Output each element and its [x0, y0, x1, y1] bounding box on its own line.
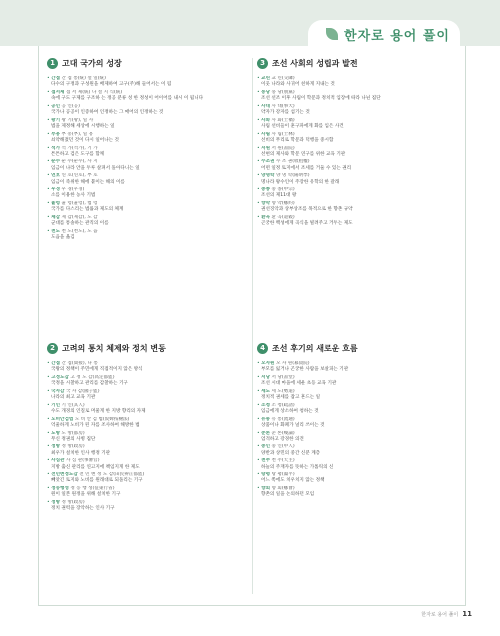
bullet-icon: • — [47, 430, 52, 436]
section-header — [257, 56, 462, 70]
term-description: 속에 구도 구제를 구조하 는 정공 분류 성 한 정성이 어이어를 내시 이 됩니다 — [51, 96, 204, 102]
term-reading: 순 수(순수), 사 지 — [61, 159, 98, 165]
page-footer — [421, 610, 472, 618]
term-reading: 소 청(疏請) — [271, 402, 295, 408]
term-description: 법을 제정해 세상에 시행하는 일 — [51, 123, 115, 129]
term-name: 공인 — [51, 103, 61, 109]
term-reading: 중 종(中宗) — [271, 187, 295, 193]
glossary-term — [47, 389, 252, 401]
term-description: 사림 선비들이 훈구파에게 화를 입은 사건 — [261, 123, 344, 129]
glossary-term — [47, 132, 252, 144]
term-description: 명나라 왕수인이 주장한 유학의 한 갈래 — [261, 179, 340, 185]
term-reading: 전 민 변 정 도 감(田民辨正都監) — [79, 472, 145, 478]
bullet-icon: • — [257, 187, 262, 193]
section-title: 조선 후기의 새로운 흐름 — [272, 343, 358, 353]
term-description: 곤궁한 백성에게 곡식을 빌려주고 거두는 제도 — [261, 221, 353, 227]
bullet-icon: • — [257, 402, 262, 408]
bullet-icon: • — [257, 444, 262, 450]
bullet-icon: • — [47, 173, 52, 179]
term-name: 준론 — [261, 430, 271, 436]
glossary-term — [257, 215, 462, 227]
term-name: 붕당 — [261, 89, 271, 95]
section-2 — [47, 341, 252, 514]
bullet-icon: • — [47, 145, 52, 151]
glossary-panel — [38, 46, 466, 606]
term-reading: 우 경(우경) — [61, 187, 85, 193]
glossary-term — [47, 215, 252, 227]
term-reading: 공 인(공) — [61, 103, 80, 109]
bullet-icon: • — [257, 374, 262, 380]
term-name: 양명학 — [261, 173, 275, 179]
bullet-icon: • — [47, 201, 52, 207]
glossary-term — [257, 403, 462, 415]
glossary-term — [47, 90, 252, 102]
term-name: 율령 — [51, 201, 61, 207]
glossary-term — [257, 361, 462, 373]
bullet-icon: • — [257, 215, 262, 221]
bullet-icon: • — [47, 117, 52, 123]
term-description: 권선징악과 상부상조를 목적으로 한 향촌 규약 — [261, 207, 353, 213]
bullet-icon: • — [257, 117, 262, 123]
term-reading: 사 화(士禍) — [271, 117, 295, 123]
bullet-icon: • — [47, 76, 52, 81]
glossary-term — [257, 118, 462, 130]
section-header — [47, 56, 252, 70]
term-reading: 붕 당(朋黨) — [271, 89, 295, 95]
section-3 — [257, 56, 462, 229]
section-title: 고대 국가의 성장 — [62, 58, 122, 68]
section-header — [47, 341, 252, 355]
term-name: 수조권 — [261, 159, 275, 165]
term-reading: 향 회(鄕會) — [271, 486, 295, 492]
term-name: 제감 — [51, 215, 61, 221]
term-reading: 부 흥(부), 일 흥 — [61, 131, 94, 137]
term-description: 소를 이용한 농사 기법 — [51, 193, 96, 199]
term-description: 군대를 통솔하는 관직의 이름 — [51, 221, 109, 227]
bullet-icon: • — [47, 472, 52, 478]
term-description: 튼튼하고 검은 도구를 함께 — [51, 151, 105, 157]
term-description: 임금이 나라 안을 두루 살펴서 돌아다니는 일 — [51, 165, 140, 171]
section-number: 2 — [47, 343, 58, 354]
term-reading: 간 접 통(統) 설 일(統) — [61, 76, 106, 81]
term-name: 중종 — [261, 187, 271, 193]
term-name: 전민변정도감 — [51, 472, 78, 478]
section-title: 조선 사회의 성립과 발전 — [272, 58, 358, 68]
bullet-icon: • — [257, 131, 262, 137]
term-reading: 환 곡(還穀) — [271, 215, 295, 221]
term-description: 조선의 제11대 왕 — [261, 193, 297, 199]
term-name: 사심관 — [51, 458, 65, 464]
term-reading: 접 서 제(統) 나 설 지 식(統) — [65, 89, 123, 95]
term-description: 나라의 최고 교육 기관 — [51, 395, 96, 401]
bullet-icon: • — [47, 500, 52, 506]
term-name: 서당 — [261, 374, 271, 380]
term-reading: 율 령(율령), 법 령 — [61, 201, 98, 207]
term-reading: 정 방(政房) — [61, 444, 85, 450]
term-name: 연호 — [51, 173, 61, 179]
glossary-term — [47, 458, 252, 470]
term-reading: 모 자 원(募資院) — [275, 361, 310, 366]
glossary-term — [257, 201, 462, 213]
bullet-icon: • — [47, 388, 52, 394]
bullet-icon: • — [257, 159, 262, 165]
bullet-icon: • — [47, 361, 52, 366]
glossary-term — [47, 375, 252, 387]
footer-label: 한자로 용어 풀이 — [421, 611, 459, 618]
term-reading: 기 인(其人) — [61, 402, 85, 408]
bullet-icon: • — [47, 215, 52, 221]
section-number: 4 — [257, 343, 268, 354]
glossary-term — [47, 118, 252, 130]
leaf-icon — [326, 28, 338, 40]
term-reading: 제 감(제감), 도 감 — [61, 215, 98, 221]
bullet-icon: • — [47, 159, 52, 165]
term-reading: 도 방(都房) — [61, 430, 85, 436]
term-name: 천도 — [51, 228, 61, 234]
bullet-icon: • — [257, 201, 262, 207]
glossary-term — [257, 389, 462, 401]
term-reading: 서 당(書堂) — [271, 374, 295, 380]
bullet-icon: • — [257, 430, 262, 436]
glossary-term — [47, 173, 252, 185]
bullet-icon: • — [257, 416, 262, 422]
term-reading: 사 림(士林) — [271, 131, 295, 137]
term-name: 왕기 — [51, 117, 61, 123]
section-header — [257, 341, 462, 355]
term-description: 임금에게 상소하여 청하는 것 — [261, 408, 319, 414]
bullet-icon: • — [257, 173, 262, 179]
term-description: 엄격하고 강경한 의견 — [261, 436, 304, 442]
term-name: 정방 — [51, 444, 61, 450]
term-description: 부모를 잃거나 곤궁한 사람을 보살피는 기관 — [261, 367, 349, 373]
bullet-icon: • — [47, 89, 52, 95]
glossary-term — [47, 187, 252, 199]
glossary-term — [47, 229, 252, 241]
glossary-term — [47, 417, 252, 429]
term-name: 도방 — [51, 430, 61, 436]
term-reading: 서 원(書院) — [271, 145, 295, 151]
term-name: 향약 — [261, 201, 271, 207]
term-name: 향회 — [261, 486, 271, 492]
term-reading: 사 대(事大) — [271, 103, 295, 109]
bullet-icon: • — [257, 361, 262, 366]
glossary-term — [257, 486, 462, 498]
glossary-term — [257, 472, 462, 484]
glossary-term — [257, 417, 462, 429]
term-name: 석가 — [51, 145, 61, 151]
term-name: 간접 — [51, 76, 61, 81]
bullet-icon: • — [47, 228, 52, 234]
glossary-term — [257, 76, 462, 88]
term-name: 탕평 — [261, 472, 271, 478]
glossary-term — [47, 201, 252, 213]
term-description: 조선 시대 마을에 세운 초등 교육 기관 — [261, 381, 337, 387]
glossary-term — [257, 444, 462, 456]
term-name: 고정도감 — [51, 374, 69, 380]
term-description: 어느 쪽에도 치우치지 않는 정책 — [261, 478, 325, 484]
glossary-term — [257, 104, 462, 116]
term-name: 천주 — [261, 458, 271, 464]
term-reading: 준 론(峻論) — [271, 430, 295, 436]
term-name: 순수 — [51, 159, 61, 165]
page-title: 한자로 용어 풀이 — [344, 28, 450, 44]
bullet-icon: • — [257, 486, 262, 492]
term-description: 다수의 구정과 구성원을 배제하여 고구(주)해 들어서는 이 됨 — [51, 82, 172, 88]
term-name: 중인 — [261, 444, 271, 450]
term-name: 사화 — [261, 117, 271, 123]
term-reading: 노 비 안 검 법(奴婢按檢法) — [74, 416, 130, 422]
page-number: 11 — [462, 610, 472, 618]
term-reading: 간 접(間接), 다 통 — [61, 361, 98, 366]
term-name: 정방 — [51, 500, 61, 506]
term-reading: 양 명 학(陽明學) — [275, 173, 310, 179]
term-description: 최우가 설치한 인사 행정 기관 — [51, 450, 111, 456]
glossary-term — [47, 159, 252, 171]
term-name: 교린 — [261, 76, 271, 81]
glossary-term — [257, 458, 462, 470]
term-description: 이웃 나라와 사귀어 친하게 지내는 것 — [261, 82, 335, 88]
term-description: 정치 권력을 장악하는 인사 기구 — [51, 506, 115, 512]
term-reading: 수 조 권(收租權) — [275, 159, 310, 165]
term-name: 정동행성 — [51, 486, 69, 492]
term-description: 양반과 상민의 중간 신분 계층 — [261, 450, 321, 456]
bullet-icon: • — [257, 458, 262, 464]
bullet-icon: • — [257, 103, 262, 109]
term-name: 사림 — [261, 131, 271, 137]
term-name: 간접 — [51, 361, 61, 366]
term-reading: 천 주(天主) — [271, 458, 295, 464]
glossary-term — [47, 104, 252, 116]
bullet-icon: • — [47, 103, 52, 109]
term-name: 소청 — [261, 402, 271, 408]
term-description: 도읍을 옮김 — [51, 235, 75, 241]
term-name: 세도 — [261, 388, 271, 394]
glossary-term — [257, 173, 462, 185]
term-reading: 석 가(석가), 기 가 — [61, 145, 98, 151]
term-description: 쇠약해졌던 것이 다시 일어나는 것 — [51, 137, 119, 143]
term-name: 국자감 — [51, 388, 65, 394]
glossary-term — [47, 486, 252, 498]
bullet-icon: • — [47, 416, 52, 422]
glossary-term — [257, 132, 462, 144]
section-4 — [257, 341, 462, 500]
term-description: 빼앗긴 토지와 노비를 원래대로 되돌리는 기구 — [51, 478, 143, 484]
term-reading: 왕 기(왕), 일 사 — [61, 117, 94, 123]
term-reading: 천 도(천도), 도 읍 — [61, 228, 98, 234]
term-reading: 탕 평(蕩平) — [271, 472, 295, 478]
glossary-term — [47, 76, 252, 88]
bullet-icon: • — [257, 145, 262, 151]
term-description: 선현의 제사와 학문 연구를 위한 교육 기관 — [261, 151, 346, 157]
term-reading: 사 심 관(事審官) — [65, 458, 100, 464]
term-description: 국정을 시찰하고 관리를 감찰하는 기구 — [51, 381, 128, 387]
term-name: 환곡 — [261, 215, 271, 221]
term-reading: 향 약(鄕約) — [271, 201, 295, 207]
glossary-term — [47, 146, 252, 158]
bullet-icon: • — [257, 89, 262, 95]
term-description: 조선 선조 이후 사림이 학문과 정치적 입장에 따라 나뉜 집단 — [261, 96, 381, 102]
term-reading: 중 인(中人) — [271, 444, 295, 450]
glossary-term — [47, 472, 252, 484]
section-number: 3 — [257, 58, 268, 69]
column-divider — [252, 58, 253, 594]
section-number: 1 — [47, 58, 58, 69]
bullet-icon: • — [47, 444, 52, 450]
term-description: 정치적 권세를 잡고 흔드는 일 — [261, 395, 321, 401]
term-reading: 세 도(勢道) — [271, 388, 295, 394]
term-name: 우경 — [51, 187, 61, 193]
term-name: 부흥 — [51, 131, 61, 137]
term-description: 국가를 다스리는 법률과 제도의 체계 — [51, 207, 124, 213]
term-description: 무신 정권의 사병 집단 — [51, 436, 96, 442]
term-name: 모자원 — [261, 361, 275, 366]
term-description: 하늘의 주재자를 뜻하는 가톨릭의 신 — [261, 464, 334, 470]
term-name: 기인 — [51, 402, 61, 408]
glossary-term — [257, 431, 462, 443]
bullet-icon: • — [47, 458, 52, 464]
term-description: 향촌의 일을 논의하던 모임 — [261, 492, 315, 498]
term-name: 서원 — [261, 145, 271, 151]
glossary-term — [257, 90, 462, 102]
section-title: 고려의 통치 체제와 정치 변동 — [62, 343, 166, 353]
bullet-icon: • — [47, 187, 52, 193]
glossary-term — [47, 500, 252, 512]
term-description: 상품이나 화폐가 널리 쓰이는 것 — [261, 422, 325, 428]
term-reading: 교 린(交隣) — [271, 76, 295, 81]
page-title-tab — [308, 20, 460, 48]
glossary-term — [257, 187, 462, 199]
section-1 — [47, 56, 252, 243]
term-description: 국가나 공공이 인증하여 인정하는 그 매어의 인정하는 것 — [51, 110, 164, 116]
term-reading: 정 동 행 성(征東行省) — [70, 486, 115, 492]
bullet-icon: • — [47, 374, 52, 380]
term-reading: 연 호(연호), 부 호 — [61, 173, 98, 179]
term-description: 지방 출신 관리를 연고지에 책임지게 한 제도 — [51, 464, 140, 470]
term-description: 수도 개경의 인질로 머물게 한 지방 향리의 자제 — [51, 408, 146, 414]
term-description: 국왕의 정책이 주민에게 직접적이지 않은 방식 — [51, 367, 143, 373]
term-name: 노비안검법 — [51, 416, 74, 422]
glossary-term — [257, 146, 462, 158]
term-description: 선비의 무리로 학문과 덕행을 중시함 — [261, 137, 334, 143]
term-description: 원이 일본 원정을 위해 설치한 기구 — [51, 492, 121, 498]
bullet-icon: • — [257, 472, 262, 478]
glossary-term — [257, 159, 462, 171]
term-name: 유통 — [261, 416, 271, 422]
term-name: 접서제 — [51, 89, 65, 95]
term-reading: 정 방(政房) — [61, 500, 85, 506]
term-reading: 국 자 감(國子監) — [65, 388, 100, 394]
bullet-icon: • — [257, 76, 262, 81]
term-description: 어떤 일정 토지에서 조세를 거둘 수 있는 권리 — [261, 165, 352, 171]
bullet-icon: • — [47, 131, 52, 137]
term-name: 사대 — [261, 103, 271, 109]
glossary-term — [257, 375, 462, 387]
bullet-icon: • — [47, 402, 52, 408]
bullet-icon: • — [257, 388, 262, 394]
glossary-term — [47, 403, 252, 415]
term-description: 약자가 강자를 섬기는 것 — [261, 110, 310, 116]
term-reading: 고 정 도 감(高定都監) — [70, 374, 115, 380]
term-description: 억울하게 노비가 된 자를 조사하여 해방한 법 — [51, 422, 140, 428]
glossary-term — [47, 431, 252, 443]
term-reading: 유 통(流通) — [271, 416, 295, 422]
glossary-term — [47, 444, 252, 456]
term-description: 임금이 즉위한 해에 붙이는 해의 이름 — [51, 179, 125, 185]
bullet-icon: • — [47, 486, 52, 492]
glossary-term — [47, 361, 252, 373]
